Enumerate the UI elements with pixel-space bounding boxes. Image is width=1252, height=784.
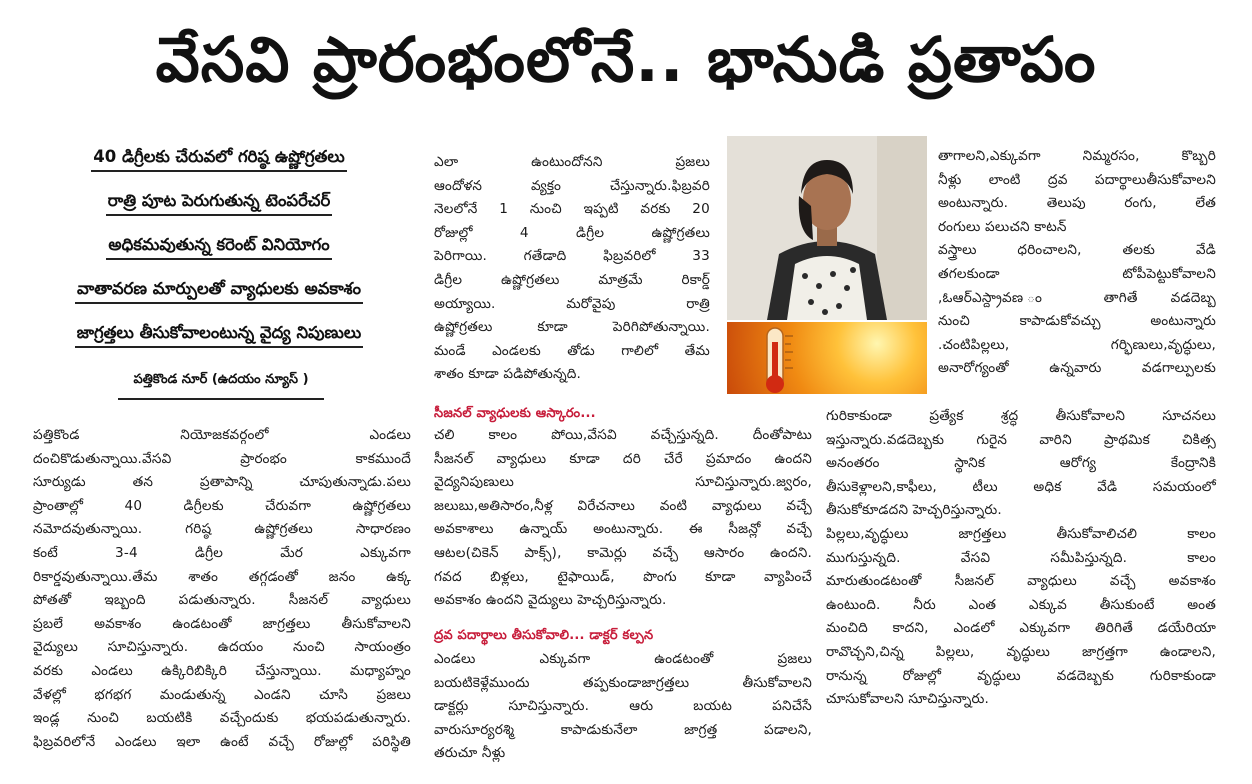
text-line: తీసుకెళ్లాలని,కాఫీలు, టీలు అధిక వేడి సమయంలో — [826, 478, 1216, 495]
text-line: నెలలోనే 1 నుంచి ఇప్పటి వరకు 20 — [434, 201, 710, 218]
text-line: గవద బిళ్లలు, టైఫాయిడ్, పొంగు కూడా వ్యాపించే — [434, 568, 812, 585]
highlight-text: జాగ్రత్తలు తీసుకోవాలంటున్న వైద్య నిపుణులు — [75, 323, 364, 348]
text-line: సీజనల్ వ్యాధులు కూడా దరి చేరే ప్రమాదం ఉందని — [434, 450, 812, 467]
text-line: చూసుకోవాలని సూచిస్తున్నారు. — [826, 691, 990, 708]
text-line: డాక్టర్లు సూచిస్తున్నారు. ఆరు బయట పనిచేసే — [434, 698, 812, 715]
text-line: తాగాలని,ఎక్కువగా నిమ్మరసం, కొబ్బరి — [938, 148, 1216, 164]
text-line: ఆటల(చికెన్ పాక్స్), కామెర్లు వచ్చే ఆసారం ఉందని. — [434, 544, 812, 561]
headline: వేసవి ప్రారంభంలోనే.. భానుడి ప్రతాపం — [155, 23, 1097, 96]
subheading-seasonal-diseases: సీజనల్ వ్యాధులకు ఆస్కారం... — [434, 406, 596, 421]
text-line: అనారోగ్యంతో ఉన్నవారు వడగాల్పులకు — [938, 360, 1216, 377]
text-line: ఎండలు ఎక్కువగా ఉండటంతో ప్రజలు — [434, 651, 812, 667]
text-line: ఆందోళన వ్యక్తం చేస్తున్నారు.ఫిబ్రవరి — [434, 177, 710, 194]
text-line: నమోదవుతున్నాయి. గరిష్ఠ ఉష్ణోగ్రతలు సాధారణం — [33, 521, 411, 538]
text-line: డిగ్రీల ఉష్ణోగ్రతలు మాత్రమే రికార్డ్ — [434, 271, 710, 288]
highlights-box — [38, 138, 400, 358]
text-line: గురికాకుండా ప్రత్యేక శ్రద్ధ తీసుకోవాలని సూచనలు — [826, 408, 1216, 424]
text-line: రోజుల్లో 4 డిగ్రీల ఉష్ణోగ్రతలు — [434, 224, 710, 241]
text-line: పత్తికొండ నియోజకవర్గంలో ఎండలు — [33, 427, 411, 443]
text-line: మండే ఎండలకు తోడు గాలిలో తేమ — [434, 342, 710, 359]
text-line: అయ్యాయి. మరోవైపు రాత్రి — [434, 295, 710, 312]
text-line: రావొచ్చని,చిన్న పిల్లలు, వృద్ధులు జాగ్రత్తగా ఉండాలని, — [826, 643, 1216, 660]
highlight-item — [38, 314, 400, 358]
text-line: వరకు ఎండలు ఉక్కిరిబిక్కిరి చేస్తున్నాయి. మధ్యాహ్నం — [33, 662, 411, 679]
text-line: ఫిబ్రవరిలోనే ఎండలు ఇలా ఉంటే వచ్చే రోజుల్లో పరిస్థితి — [33, 733, 411, 750]
text-line: పెరిగాయి. గతేడాది ఫిబ్రవరిలో 33 — [434, 248, 710, 265]
text-line: తీసుకోకూడదని హెచ్చరిస్తున్నారు. — [826, 502, 1002, 519]
text-line: రానున్న రోజుల్లో వృద్ధులు వడదెబ్బకు గురికాకుండా — [826, 667, 1216, 684]
byline: పత్తికొండ నూర్ (ఉదయం న్యూస్ ) — [118, 372, 324, 400]
text-line: ,ఓఆర్ఎస్ద్రావణ ం తాగితే వడదెబ్బ — [938, 289, 1216, 306]
text-line: బయటికెళ్లేముందు తప్పకుండాజాగ్రత్తలు తీసుకోవాలని — [434, 674, 812, 691]
text-line: కంటే 3-4 డిగ్రీల మేర ఎక్కువగా — [33, 544, 411, 561]
highlight-text: 40 డిగ్రీలకు చేరువలో గరిష్ఠ ఉష్ణోగ్రతలు — [91, 147, 347, 172]
text-line: నుంచి కాపాడుకోవచ్చు అంటున్నారు — [938, 313, 1216, 330]
text-line: .చంటిపిల్లలు, గర్భిణులు,వృద్ధులు, — [938, 336, 1216, 353]
text-line: ఉంటుంది. నీరు ఎంత ఎక్కువ తీసుకుంటే అంత — [826, 596, 1216, 613]
article-column-2-top — [434, 151, 710, 387]
text-line: ముగుస్తున్నది. వేసవి సమీపిస్తున్నది. కాలం — [826, 549, 1216, 566]
text-line: వైద్యులు సూచిస్తున్నారు. ఉదయం నుంచి సాయంత్రం — [33, 639, 411, 656]
text-line: ఉష్ణోగ్రతలు కూడా పెరిగిపోతున్నాయి. — [434, 319, 710, 336]
subheading-doctor-advice: ద్రవ పదార్థాలు తీసుకోవాలి... డాక్టర్ కల్పన — [434, 628, 654, 643]
article-column-3-top — [938, 145, 1216, 381]
text-line: ఎలా ఉంటుందోనని ప్రజలు — [434, 154, 710, 170]
text-line: ప్రబలే అవకాశం ఉండటంతో జాగ్రత్తలు తీసుకోవాలని — [33, 615, 411, 632]
text-line: పిల్లలు,వృద్ధులు జాగ్రత్తలు తీసుకోవాలిచలి కాలం — [826, 525, 1216, 542]
text-line: రంగులు పలుచని కాటన్ — [938, 218, 1067, 235]
highlight-item — [38, 270, 400, 314]
highlight-text: అధికమవుతున్న కరెంట్ వినియోగం — [106, 235, 331, 260]
text-line: దంచికొడుతున్నాయి.వేసవి ప్రారంభం కాకముందే — [33, 450, 411, 467]
text-line: సూర్యుడు తన ప్రతాపాన్ని చూపుతున్నాడు.పలు — [33, 474, 411, 491]
thermometer-icon — [727, 322, 927, 394]
text-line: అనంతరం స్థానిక ఆరోగ్య కేంద్రానికి — [826, 455, 1216, 472]
heat-thermometer-image — [727, 322, 927, 394]
text-line: రికార్డవుతున్నాయి.తేమ శాతం తగ్గడంతో జనం ఉక్క — [33, 568, 411, 585]
article-column-1 — [33, 424, 411, 754]
text-line: పోతతో ఇబ్బంది పడుతున్నారు. సీజనల్ వ్యాధులు — [33, 592, 411, 609]
article-column-3-bottom — [826, 405, 1216, 712]
highlight-item — [38, 182, 400, 226]
article-column-2-mid — [434, 424, 812, 613]
highlight-text: వాతావరణ మార్పులతో వ్యాధులకు అవకాశం — [75, 279, 363, 304]
highlight-text: రాత్రి పూట పెరుగుతున్న టెంపరేచర్ — [106, 191, 332, 216]
text-line: అంటున్నారు. తెలుపు రంగు, లేత — [938, 195, 1216, 212]
text-line: మంచిది కాదని, ఎండలో ఎక్కువగా తిరిగితే డయేరియా — [826, 620, 1216, 637]
highlight-item — [38, 138, 400, 182]
text-line: మారుతుండటంతో సీజనల్ వ్యాధులు వచ్చే అవకాశం — [826, 573, 1216, 590]
text-line: నీళ్లు లాంటి ద్రవ పదార్థాలుతీసుకోవాలని — [938, 171, 1216, 188]
text-line: తగలకుండా టోపీపెట్టుకోవాలని — [938, 265, 1216, 282]
text-line: వస్త్రాలు ధరించాలని, తలకు వేడి — [938, 242, 1216, 259]
text-line: జలుబు,అతిసారం,నీళ్ల విరేచనాలు వంటి వ్యాధులు వచ్చే — [434, 497, 812, 514]
text-line: వారుసూర్యరశ్మి కాపాడుకునేలా జాగ్రత్త పడాలని, — [434, 721, 812, 738]
text-line: తరుచూ నీళ్లు — [434, 745, 506, 762]
text-line: అవకాశాలు ఉన్నాయ్ అంటున్నారు. ఈ సీజన్లో వచ్చే — [434, 521, 812, 538]
doctor-portrait-graphic — [727, 136, 927, 320]
text-line: ఇండ్ల నుంచి బయటికి వచ్చేందుకు భయపడుతున్నారు. — [33, 710, 411, 727]
text-line: వేళల్లో భగభగ మండుతున్న ఎండని చూసి ప్రజలు — [33, 686, 411, 703]
text-line: ప్రాంతాల్లో 40 డిగ్రీలకు చేరువగా ఉష్ణోగ్రతలు — [33, 497, 411, 514]
highlight-item — [38, 226, 400, 270]
doctor-photo — [727, 136, 927, 320]
text-line: శాతం కూడా పడిపోతున్నది. — [434, 366, 582, 383]
text-line: అవకాశం ఉందని వైద్యులు హెచ్చరిస్తున్నారు. — [434, 592, 667, 609]
article-column-2-bottom — [434, 648, 812, 766]
text-line: ఇస్తున్నారు.వడదెబ్బకు గురైన వారిని ప్రాథమిక చికిత్స — [826, 431, 1216, 448]
text-line: చలి కాలం పోయి,వేసవి వచ్చేస్తున్నది. దీంతోపాటు — [434, 427, 812, 443]
text-line: వైద్యనిపుణులు సూచిస్తున్నారు.జ్వరం, — [434, 474, 812, 491]
